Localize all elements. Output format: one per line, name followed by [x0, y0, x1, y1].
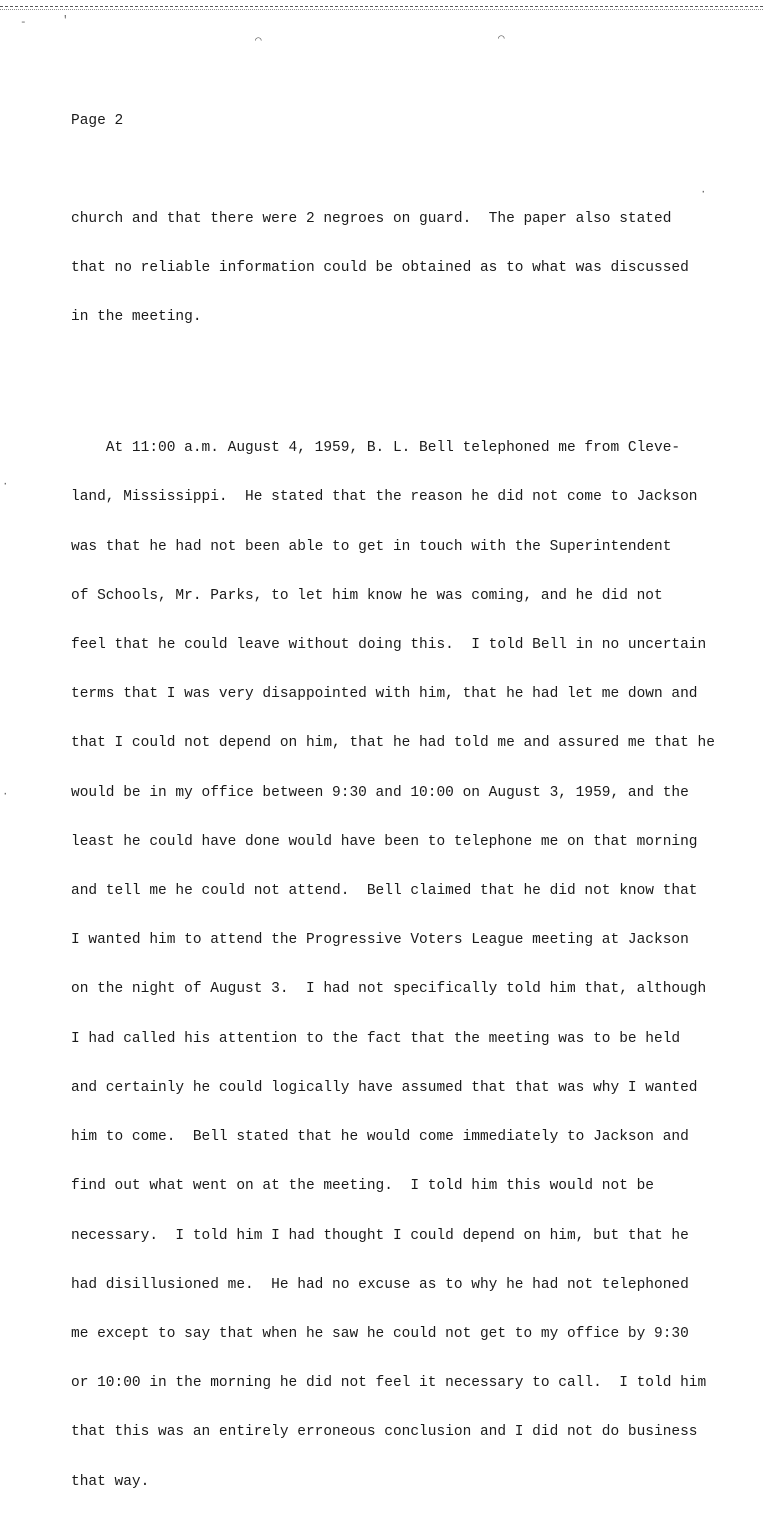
scan-speck: ·: [700, 187, 707, 199]
scan-speck: ·: [2, 479, 9, 491]
text-line: terms that I was very disappointed with him, that he had let me down and: [71, 686, 698, 703]
text-line: me except to say that when he saw he could not get to my office by 9:30: [71, 1325, 689, 1342]
text-line: that way.: [71, 1473, 150, 1490]
text-line: was that he had not been able to get in touch with the Superintendent: [71, 538, 672, 555]
document-body: [71, 145, 715, 1539]
text-line: would be in my office between 9:30 and 10:00 on August 3, 1959, and the: [71, 784, 689, 801]
scan-speck: -: [20, 17, 27, 29]
text-line: and certainly he could logically have assumed that that was why I wanted: [71, 1079, 698, 1096]
text-line: of Schools, Mr. Parks, to let him know he was coming, and he did not: [71, 587, 663, 604]
text-line: that no reliable information could be obtained as to what was discussed: [71, 259, 689, 276]
page-top-edge: [0, 6, 763, 7]
text-line: and tell me he could not attend. Bell claimed that he did not know that: [71, 883, 698, 900]
paragraph-bell-call: [71, 407, 715, 1522]
text-line: feel that he could leave without doing this. I told Bell in no uncertain: [71, 637, 707, 654]
text-line: had disillusioned me. He had no excuse as to why he had not telephoned: [71, 1276, 689, 1293]
text-line: At 11:00 a.m. August 4, 1959, B. L. Bell telephoned me from Cleve-: [71, 440, 681, 457]
text-line: church and that there were 2 negroes on guard. The paper also stated: [71, 210, 672, 227]
page-top-edge-shadow: [0, 9, 763, 10]
scan-speck: ': [62, 15, 69, 27]
text-line: or 10:00 in the morning he did not feel it necessary to call. I told him: [71, 1375, 707, 1392]
scan-speck: ⌒: [255, 35, 262, 47]
text-line: that this was an entirely erroneous conclusion and I did not do business: [71, 1424, 698, 1441]
page-number: Page 2: [71, 113, 124, 129]
paragraph-continuation: [71, 178, 715, 358]
text-line: necessary. I told him I had thought I could depend on him, but that he: [71, 1227, 689, 1244]
text-line: him to come. Bell stated that he would come immediately to Jackson and: [71, 1129, 689, 1146]
scan-speck: ⌒: [498, 33, 505, 45]
text-line: I wanted him to attend the Progressive Voters League meeting at Jackson: [71, 932, 689, 949]
text-line: that I could not depend on him, that he had told me and assured me that he: [71, 735, 715, 752]
text-line: find out what went on at the meeting. I told him this would not be: [71, 1178, 654, 1195]
text-line: least he could have done would have been to telephone me on that morning: [71, 833, 698, 850]
text-line: in the meeting.: [71, 309, 202, 326]
scan-speck: ·: [2, 789, 9, 801]
text-line: I had called his attention to the fact that the meeting was to be held: [71, 1030, 681, 1047]
text-line: on the night of August 3. I had not specifically told him that, although: [71, 981, 707, 998]
text-line: land, Mississippi. He stated that the reason he did not come to Jackson: [71, 489, 698, 506]
